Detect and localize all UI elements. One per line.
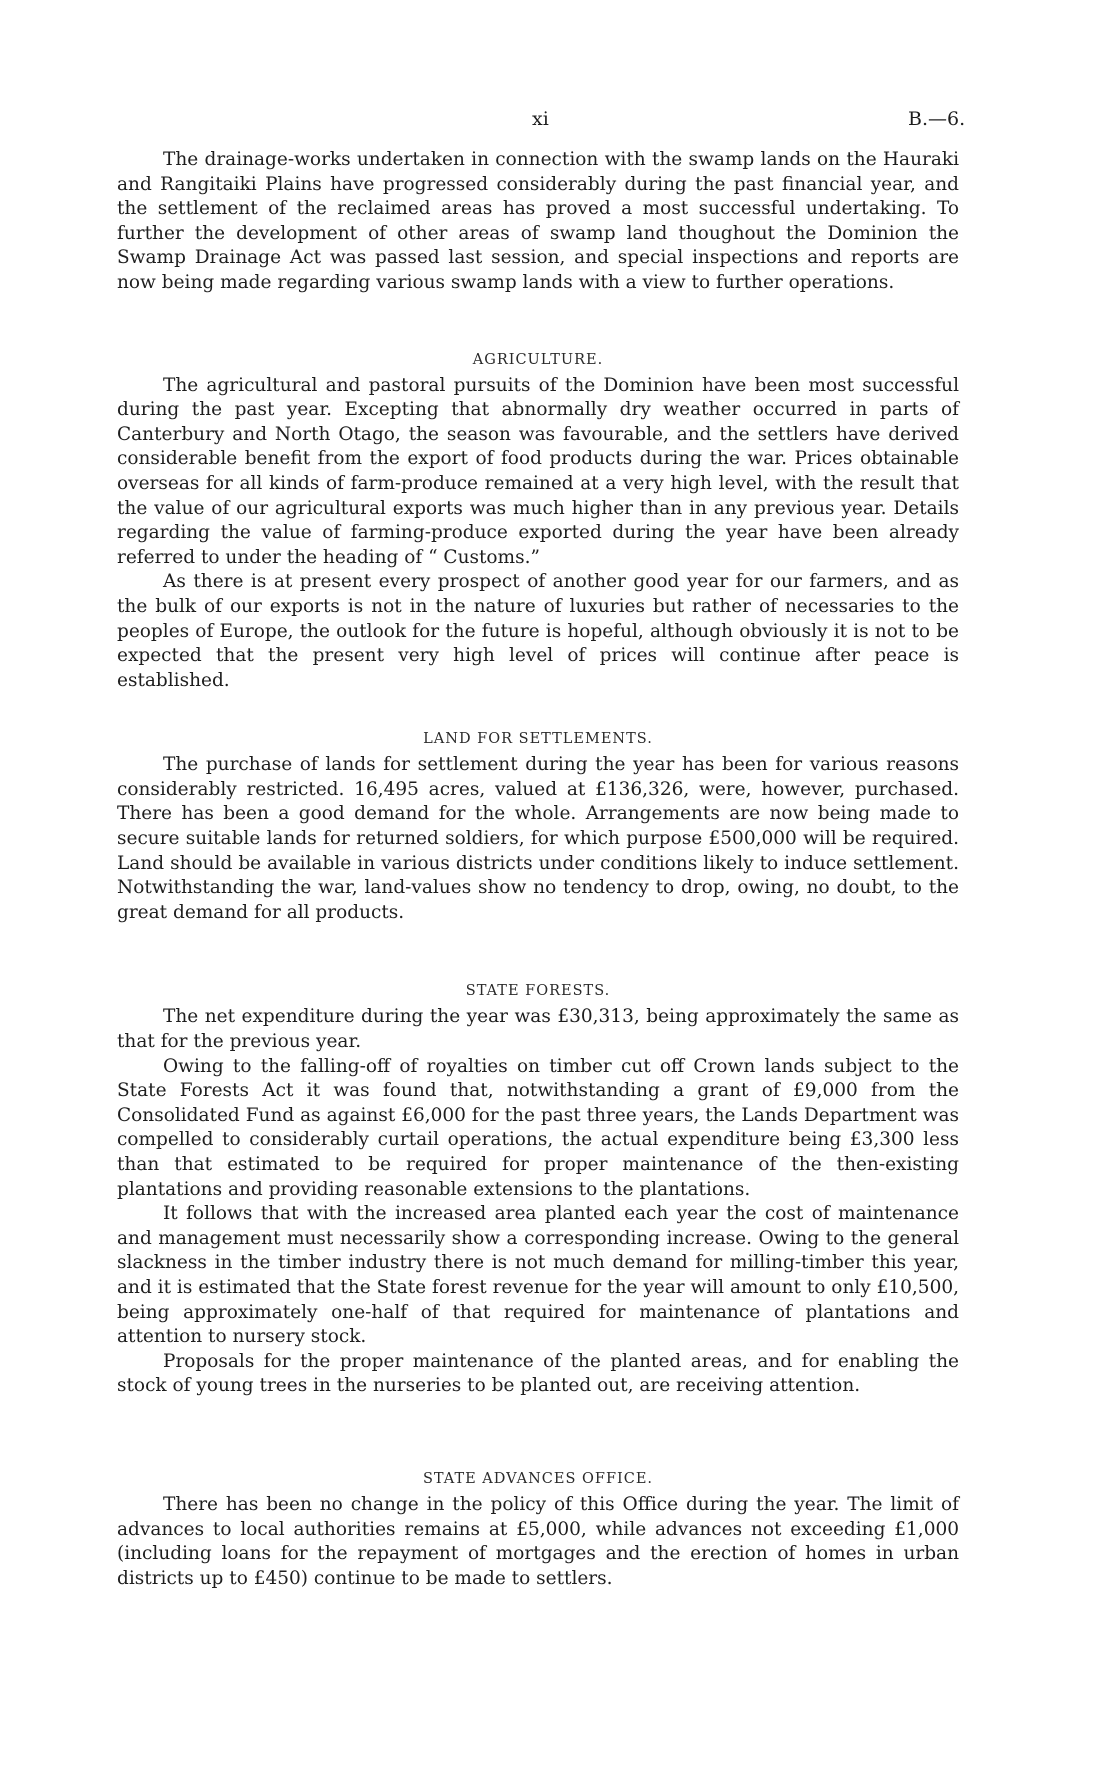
section-heading: LAND FOR SETTLEMENTS. bbox=[423, 731, 653, 748]
section-state-advances-office bbox=[117, 1471, 959, 1591]
paragraph: The agricultural and pastoral pursuits of the Dominion have been most successful during the past year. Excepting that abnormally dry weather occurred in parts of Canterbury and North Otago, the season was favourable, and the settlers have derived considerable benefit from the export of food products during the war. Prices obtainable overseas for all kinds of farm-produce remained at a very high level, with the result that the value of our agricultural exports was much higher than in any previous year. Details regarding the value of farming-produce exported during the year have been already referred to under the heading of “ Customs.” bbox=[117, 374, 959, 568]
section-land-for-settlements bbox=[117, 731, 959, 925]
section-heading: STATE ADVANCES OFFICE. bbox=[422, 1470, 654, 1487]
section-state-forests bbox=[117, 983, 959, 1399]
paragraph: There has been no change in the policy of this Office during the year. The limit of advances to local authorities remains at £5,000, while advances not exceeding £1,000 (including loans for the repayment of mortgages and the erection of homes in urban districts up to £450) continue to be made to settlers. bbox=[117, 1493, 959, 1589]
section-drainage bbox=[117, 148, 959, 296]
document-reference: B.—6. bbox=[908, 108, 966, 130]
paragraph: Proposals for the proper maintenance of the planted areas, and for enabling the stock of young trees in the nurseries to be planted out, are receiving attention. bbox=[117, 1350, 959, 1397]
paragraph: The drainage-works undertaken in connection with the swamp lands on the Hauraki and Rangitaiki Plains have progressed considerably during the past financial year, and the settlement of the reclaimed areas has proved a most successful undertaking. To further the development of other areas of swamp land thoughout the Dominion the Swamp Drainage Act was passed last session, and special inspections and reports are now being made regarding various swamp lands with a view to further operations. bbox=[117, 149, 959, 293]
section-heading: STATE FORESTS. bbox=[465, 983, 611, 1000]
paragraph: Owing to the falling-off of royalties on timber cut off Crown lands subject to the State Forests Act it was found that, notwithstanding a grant of £9,000 from the Consolidated Fund as against £6,000 for the past three years, the Lands Department was compelled to considerably curtail operations, the actual expenditure being £3,300 less than that estimated to be required for proper maintenance of the then-existing plantations and providing reasonable extensions to the plantations. bbox=[117, 1055, 959, 1200]
paragraph: As there is at present every prospect of another good year for our farmers, and as the bulk of our exports is not in the nature of luxuries but rather of necessaries to the peoples of Europe, the outlook for the future is hopeful, although obviously it is not to be expected that the present very high level of prices will continue after peace is established. bbox=[117, 571, 959, 691]
page-body bbox=[117, 148, 959, 1591]
paragraph: It follows that with the increased area planted each year the cost of maintenance and management must necessarily show a corresponding increase. Owing to the general slackness in the timber industry there is not much demand for milling-timber this year, and it is estimated that the State forest revenue for the year will amount to only £10,500, being approximately one-half of that required for maintenance of plantations and attention to nursery stock. bbox=[117, 1203, 959, 1348]
page-number: xi bbox=[532, 108, 549, 130]
paragraph: The net expenditure during the year was £30,313, being approximately the same as that for the previous year. bbox=[117, 1006, 959, 1053]
section-agriculture bbox=[117, 352, 959, 694]
paragraph: The purchase of lands for settlement during the year has been for various reasons considerably restricted. 16,495 acres, valued at £136,326, were, however, purchased. There has been a good demand for the whole. Arrangements are now being made to secure suitable lands for returned soldiers, for which purpose £500,000 will be required. Land should be available in various districts under conditions likely to induce settlement. Notwithstanding the war, land-values show no tendency to drop, owing, no doubt, to the great demand for all products. bbox=[117, 754, 959, 923]
page-header bbox=[0, 108, 1114, 136]
section-heading: AGRICULTURE. bbox=[472, 351, 604, 368]
